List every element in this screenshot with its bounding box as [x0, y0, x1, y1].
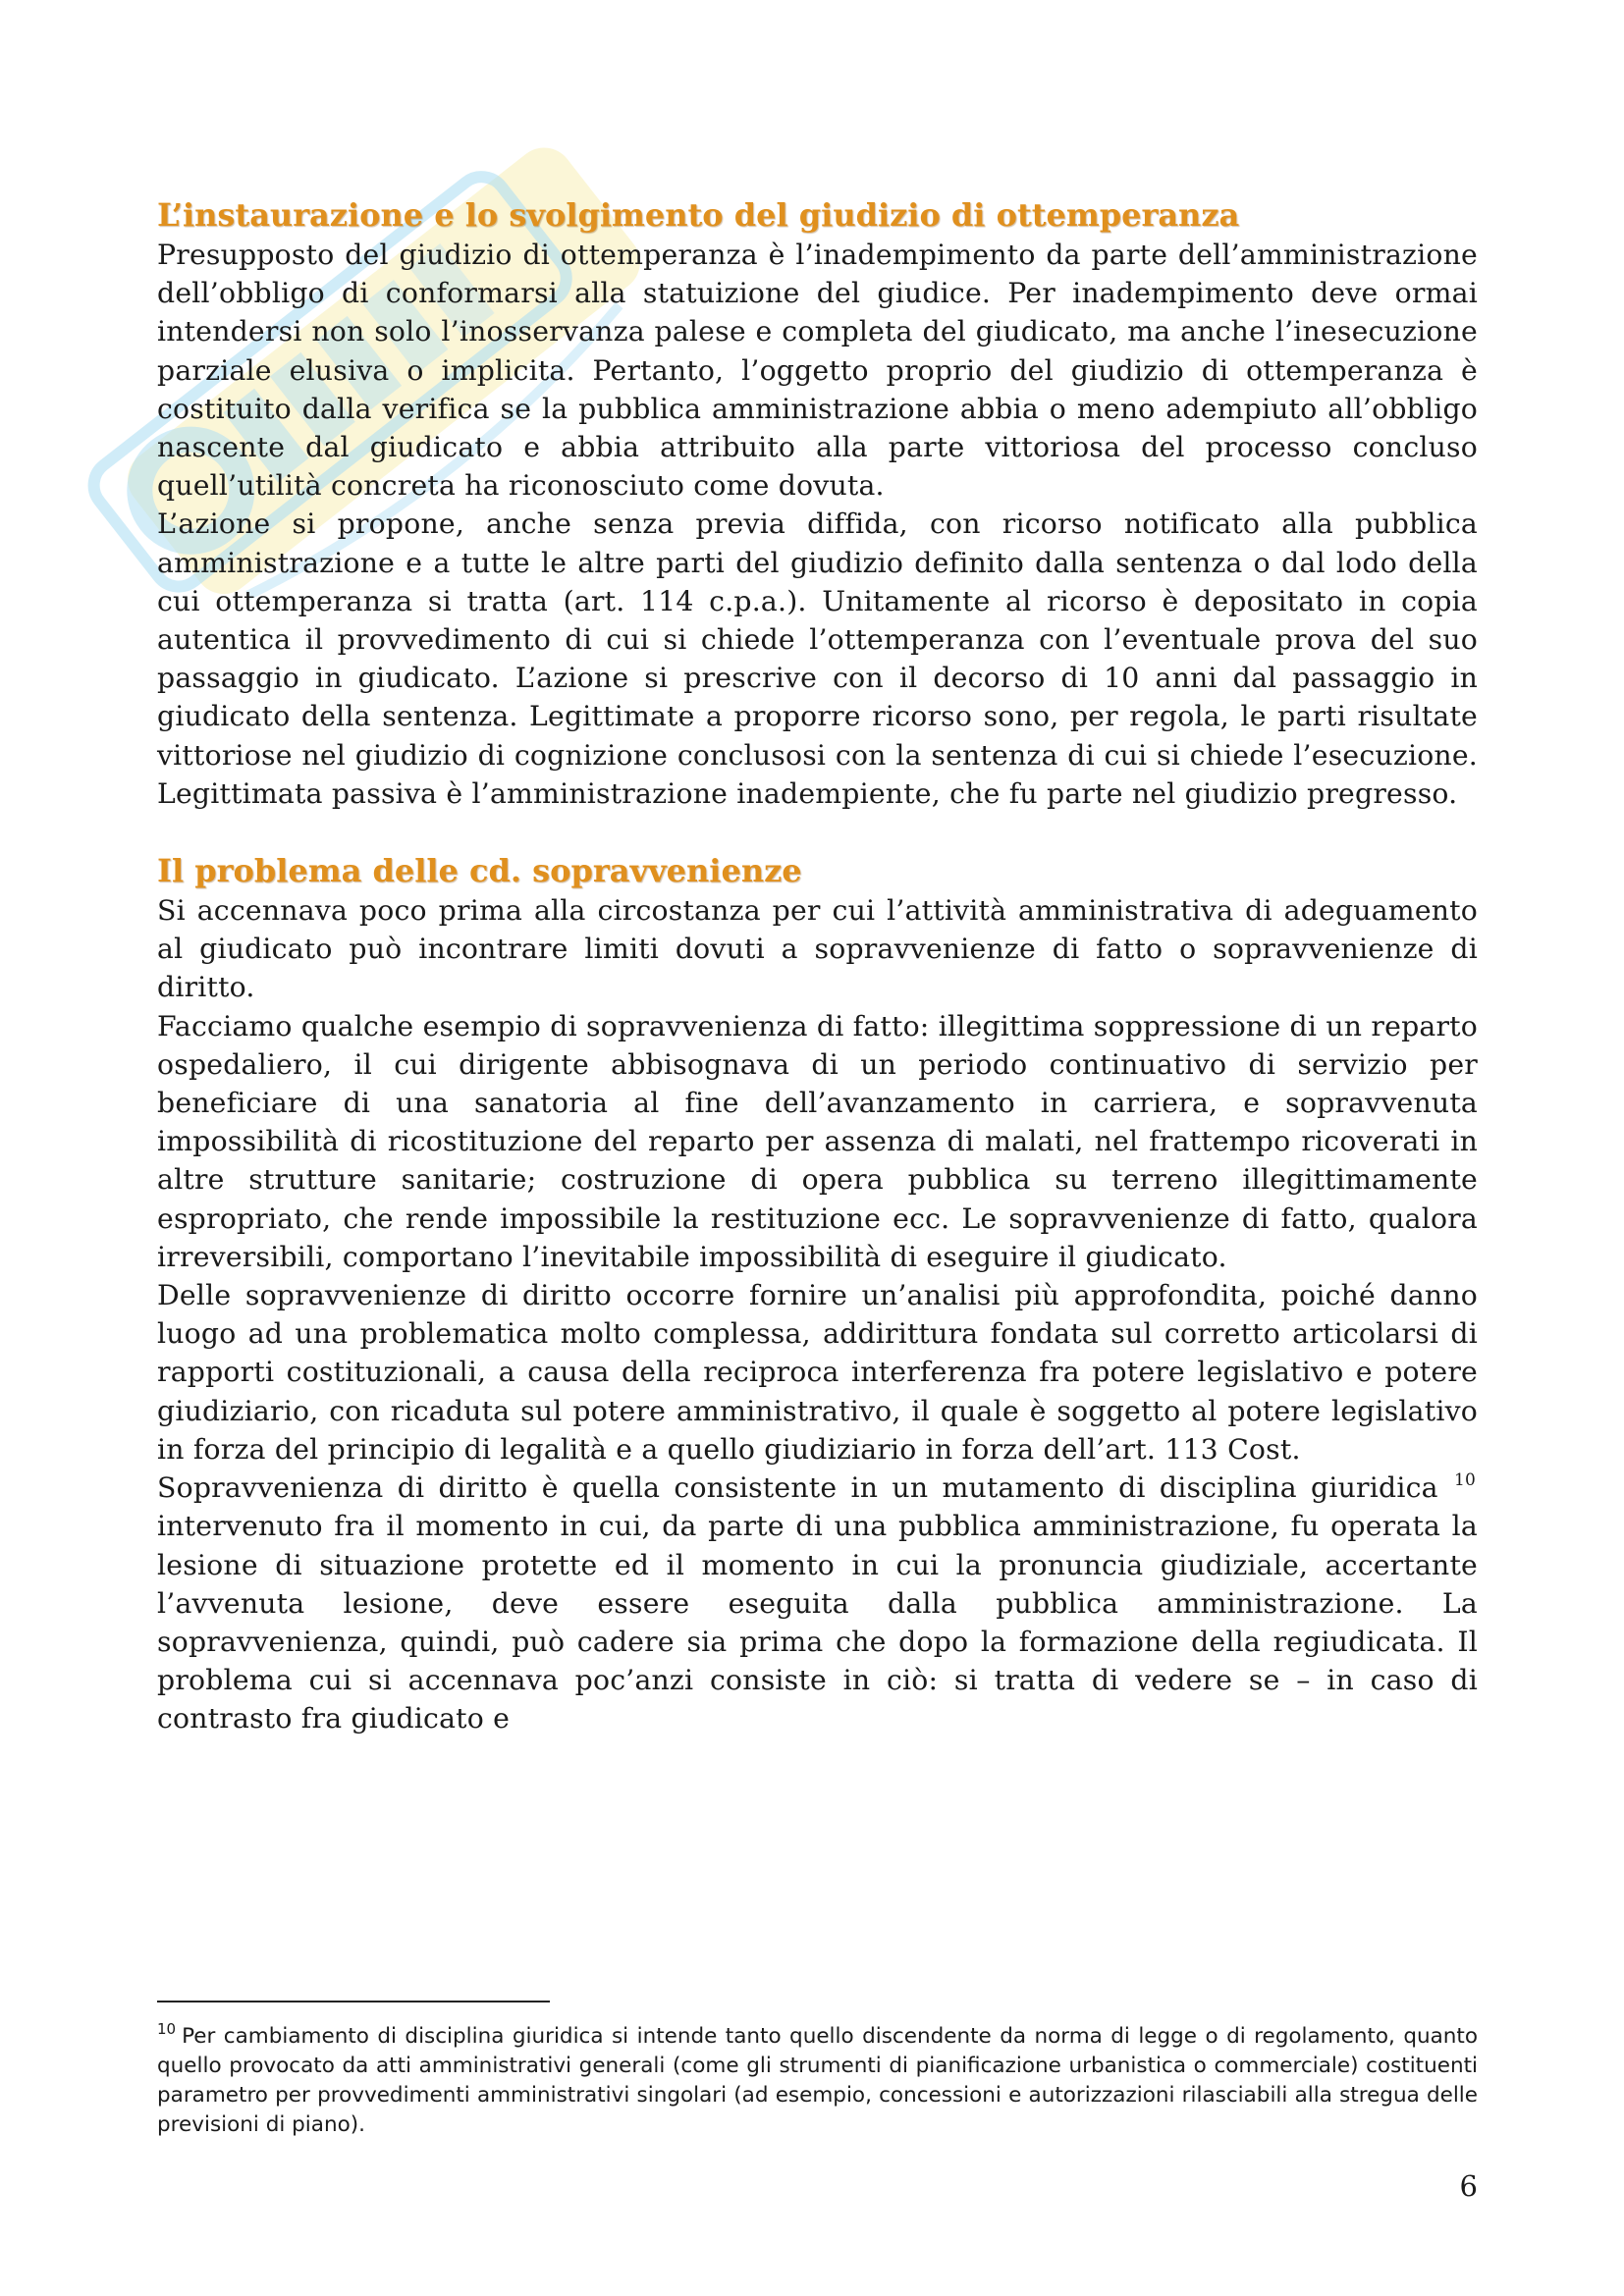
- footnote: [157, 2022, 1478, 2140]
- footnote-number: 10: [157, 2020, 177, 2038]
- section-heading-ottemperanza: L’instaurazione e lo svolgimento del giudizio di ottemperanza: [157, 196, 1240, 234]
- paragraph-with-footnote-ref: [157, 1468, 1478, 1737]
- paragraph: Si accennava poco prima alla circostanza per cui l’attività amministrativa di adeguamento al giudicato può incontrare limiti dovuti a sopravvenienze di fatto o sopravvenienze di diritto.: [157, 894, 1478, 1004]
- paragraph: Delle sopravvenienze di diritto occorre fornire un’analisi più approfondita, poiché danno luogo ad una problematica molto complessa, addirittura fondata sul corretto articolarsi di rapporti costituzionali, a causa della reciproca interferenza fra potere legislativo e potere giudiziario, con ricaduta sul potere amministrativo, il quale è soggetto al potere legislativo in forza del principio di legalità e a quello giudiziario in forza dell’art. 113 Cost.: [157, 1279, 1478, 1466]
- footnote-reference[interactable]: 10: [1453, 1470, 1476, 1491]
- page-number: 6: [1459, 2169, 1478, 2203]
- footnote-separator: [157, 2001, 550, 2002]
- paragraph-text: intervenuto fra il momento in cui, da parte di una pubblica amministrazione, fu operata la lesione di situazione protette ed il momento in cui la pronuncia giudiziale, accertante l’avvenuta lesione, deve essere eseguita dalla pubblica amministrazione. La sopravvenienza, quindi, può cadere sia prima che dopo la formazione della regiudicata. Il problema cui si accennava poc’anzi consiste in ciò: si tratta di vedere se – in caso di contrasto fra giudicato e: [157, 1510, 1478, 1735]
- paragraph: Presupposto del giudizio di ottemperanza è l’inadempimento da parte dell’amministrazione dell’obbligo di conformarsi alla statuizione del giudice. Per inadempimento deve ormai intendersi non solo l’inosservanza palese e completa del giudicato, ma anche l’inesecuzione parziale elusiva o implicita. Pertanto, l’oggetto proprio del giudizio di ottemperanza è costituito dalla verifica se la pubblica amministrazione abbia o meno adempiuto all’obbligo nascente dal giudicato e abbia attribuito alla parte vittoriosa del processo concluso quell’utilità concreta ha riconosciuto come dovuta.: [157, 239, 1478, 503]
- document-body: [157, 194, 1478, 1738]
- paragraph: L’azione si propone, anche senza previa diffida, con ricorso notificato alla pubblica amministrazione e a tutte le altre parti del giudizio definito dalla sentenza o dal lodo della cui ottemperanza si tratta (art. 114 c.p.a.). Unitamente al ricorso è depositato in copia autentica il provvedimento di cui si chiede l’ottemperanza con l’eventuale prova del suo passaggio in giudicato. L’azione si prescrive con il decorso di 10 anni dal passaggio in giudicato della sentenza. Legittimate a proporre ricorso sono, per regola, le parti risultate vittoriose nel giudizio di cognizione conclusosi con la sentenza di cui si chiede l’esecuzione. Legittimata passiva è l’amministrazione inadempiente, che fu parte nel giudizio pregresso.: [157, 507, 1478, 810]
- paragraph-text: Sopravvenienza di diritto è quella consistente in un mutamento di disciplina giuridica: [157, 1471, 1438, 1505]
- footnote-text: Per cambiamento di disciplina giuridica si intende tanto quello discendente da norma di legge o di regolamento, quanto quello provocato da atti amministrativi generali (come gli strumenti di pianificazione urbanistica o commerciale) costituenti parametro per provvedimenti amministrativi singolari (ad esempio, concessioni e autorizzazioni rilasciabili alla stregua delle previsioni di piano).: [157, 2024, 1478, 2137]
- section-heading-sopravvenienze: Il problema delle cd. sopravvenienze: [157, 852, 802, 890]
- paragraph: Facciamo qualche esempio di sopravvenienza di fatto: illegittima soppressione di un reparto ospedaliero, il cui dirigente abbisognava di un periodo continuativo di servizio per beneficiare di una sanatoria al fine dell’avanzamento in carriera, e sopravvenuta impossibilità di ricostituzione del reparto per assenza di malati, nel frattempo ricoverati in altre strutture sanitarie; costruzione di opera pubblica su terreno illegittimamente espropriato, che rende impossibile la restituzione ecc. Le sopravvenienze di fatto, qualora irreversibili, comportano l’inevitabile impossibilità di eseguire il giudicato.: [157, 1009, 1478, 1273]
